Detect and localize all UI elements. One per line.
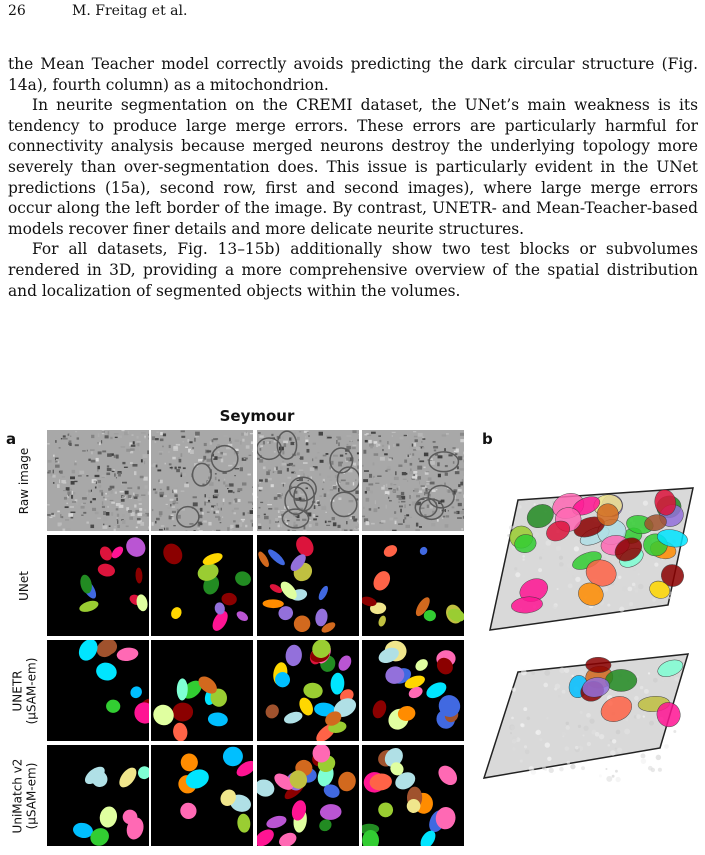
- row-label-unimatch: UniMatch v2 (µSAM-em): [10, 758, 39, 833]
- page-number: 26: [8, 3, 26, 19]
- image-unet-2: [151, 535, 253, 636]
- panel-label-b: b: [482, 430, 493, 448]
- page-header: [8, 3, 698, 23]
- image-unimatch-2: [151, 745, 253, 846]
- volume-render-bottom: [478, 650, 703, 790]
- image-raw-1: [47, 430, 149, 531]
- volume-render-top: [478, 480, 703, 650]
- image-raw-3: [257, 430, 359, 531]
- panel-label-a: a: [6, 430, 17, 448]
- image-unimatch-1: [47, 745, 149, 846]
- image-unet-1: [47, 535, 149, 636]
- image-unimatch-3: [257, 745, 359, 846]
- paragraph: the Mean Teacher model correctly avoids predicting the dark circular structure (Fig. 14a), fourth column) as a mitochondrion.: [8, 55, 698, 94]
- body-text: [8, 54, 698, 301]
- image-unetr-2: [151, 640, 253, 741]
- figure-title: Seymour: [219, 407, 295, 425]
- row-label-raw-image: Raw image: [17, 447, 31, 514]
- image-unetr-1: [47, 640, 149, 741]
- image-unet-4: [362, 535, 464, 636]
- image-unimatch-4: [362, 745, 464, 846]
- image-raw-2: [151, 430, 253, 531]
- image-unet-3: [257, 535, 359, 636]
- running-author: M. Freitag et al.: [72, 3, 188, 19]
- image-raw-4: [362, 430, 464, 531]
- row-label-unetr: UNETR (µSAM-em): [10, 657, 38, 724]
- paragraph: In neurite segmentation on the CREMI dataset, the UNet’s main weakness is its tendency to produce large merge errors. These errors are particularly harmful for connectivity analysis because merged neurons destroy the underlying topology more severely than over-segmentation does. This issue is particularly evident in the UNet predictions (15a), second row, first and second images), where large merge errors occur along the left border of the image. By contrast, UNETR- and Mean-Teacher-based models recover finer details and more delicate neurite structures.: [8, 96, 698, 238]
- image-unetr-4: [362, 640, 464, 741]
- image-unetr-3: [257, 640, 359, 741]
- paragraph: For all datasets, Fig. 13–15b) additionally show two test blocks or subvolumes rendered in 3D, providing a more comprehensive overview of the spatial distribution and localization of segmented objects within the volumes.: [8, 240, 698, 300]
- row-label-unet: UNet: [16, 570, 31, 601]
